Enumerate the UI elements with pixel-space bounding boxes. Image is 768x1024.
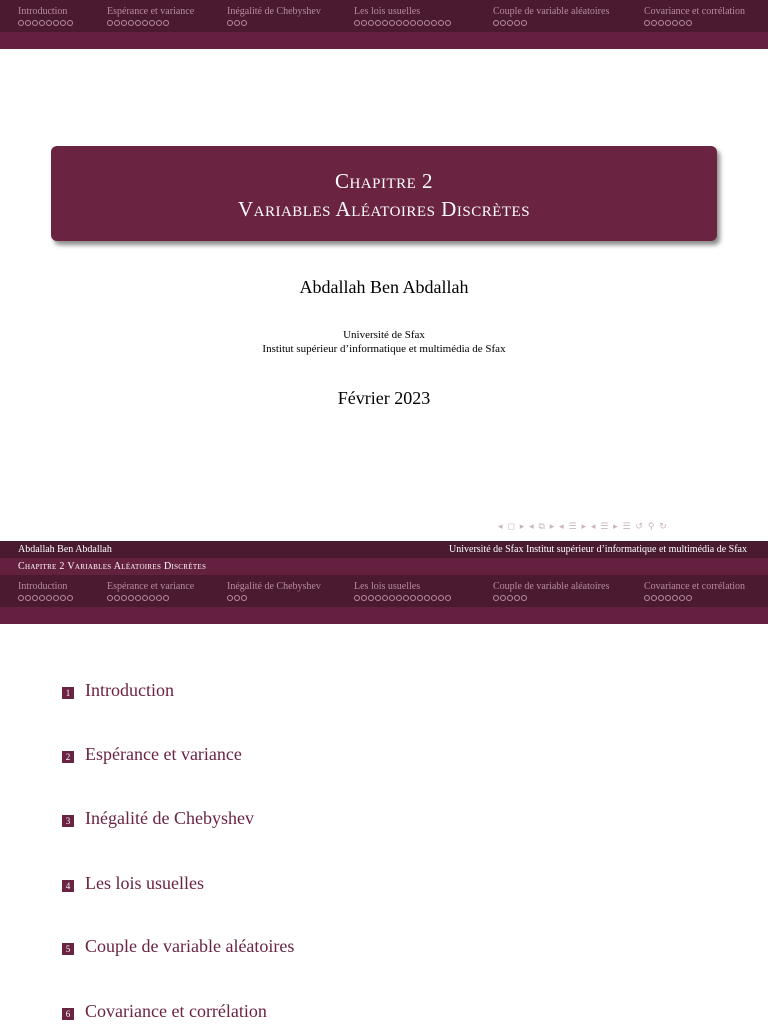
frame-dot-icon[interactable] [507,595,513,601]
nav-section-label: Espérance et variance [107,581,195,592]
beamer-navigation-icons[interactable]: ◂ ◻ ▸ ◂ ⧉ ▸ ◂ ☰ ▸ ◂ ☰ ▸ ☰ ↺ ⚲ ↻ [498,522,668,532]
frame-dot-icon[interactable] [39,595,45,601]
frame-dot-icon[interactable] [227,20,233,26]
toc-item[interactable] [62,873,204,894]
frame-dot-icon[interactable] [658,20,664,26]
nav-frame-dots [493,20,609,26]
frame-dot-icon[interactable] [389,20,395,26]
frame-dot-icon[interactable] [651,20,657,26]
frame-dot-icon[interactable] [163,20,169,26]
frame-dot-icon[interactable] [107,20,113,26]
nav-section[interactable] [18,6,73,26]
title-block [51,146,717,241]
frame-dot-icon[interactable] [417,20,423,26]
subsection-bar [0,32,768,49]
nav-frame-dots [354,595,451,601]
frame-dot-icon[interactable] [156,20,162,26]
chapter-subtitle: Variables Aléatoires Discrètes [237,197,531,221]
nav-section[interactable] [107,6,194,26]
frame-dot-icon[interactable] [60,595,66,601]
frame-dot-icon[interactable] [18,595,24,601]
frame-dot-icon[interactable] [227,595,233,601]
frame-dot-icon[interactable] [60,20,66,26]
nav-section[interactable] [644,581,745,601]
frame-dot-icon[interactable] [424,595,430,601]
frame-dot-icon[interactable] [53,20,59,26]
nav-section[interactable] [107,581,194,601]
nav-frame-dots [107,20,194,26]
toc-label: Espérance et variance [85,744,242,764]
toc-item[interactable] [62,936,294,957]
frame-dot-icon[interactable] [507,20,513,26]
frame-dot-icon[interactable] [46,20,52,26]
frame-dot-icon[interactable] [114,20,120,26]
frame-dot-icon[interactable] [53,595,59,601]
frame-dot-icon[interactable] [403,20,409,26]
nav-section-label: Espérance et variance [107,6,195,17]
nav-section-label: Couple de variable aléatoires [493,581,610,592]
toc-label: Les lois usuelles [85,873,204,893]
frame-dot-icon[interactable] [135,20,141,26]
frame-dot-icon[interactable] [424,20,430,26]
toc-label: Inégalité de Chebyshev [85,808,254,828]
frame-dot-icon[interactable] [361,20,367,26]
frame-dot-icon[interactable] [686,20,692,26]
frame-dot-icon[interactable] [514,20,520,26]
toc-number-badge: 6 [62,1008,74,1020]
frame-dot-icon[interactable] [382,595,388,601]
frame-dot-icon[interactable] [368,595,374,601]
frame-dot-icon[interactable] [521,20,527,26]
nav-frame-dots [644,595,745,601]
frame-dot-icon[interactable] [368,20,374,26]
frame-dot-icon[interactable] [514,595,520,601]
frame-dot-icon[interactable] [445,595,451,601]
frame-dot-icon[interactable] [25,20,31,26]
frame-dot-icon[interactable] [438,595,444,601]
institute [0,328,768,356]
frame-dot-icon[interactable] [128,20,134,26]
frame-dot-icon[interactable] [354,595,360,601]
nav-frame-dots [354,20,451,26]
frame-dot-icon[interactable] [382,20,388,26]
frame-dot-icon[interactable] [686,595,692,601]
toc-number-badge: 1 [62,687,74,699]
frame-dot-icon[interactable] [417,595,423,601]
frame-dot-icon[interactable] [679,595,685,601]
chapter-title: Chapitre 2 [334,169,434,193]
frame-dot-icon[interactable] [493,595,499,601]
frame-dot-icon[interactable] [156,595,162,601]
nav-section[interactable] [227,6,321,26]
nav-section-label: Introduction [18,6,68,17]
footer [0,541,768,575]
frame-dot-icon[interactable] [241,20,247,26]
frame-dot-icon[interactable] [149,595,155,601]
footer-author-row [0,541,768,558]
toc-label: Covariance et corrélation [85,1001,267,1021]
author-name: Abdallah Ben Abdallah [299,277,469,297]
toc-number-badge: 5 [62,943,74,955]
toc-item[interactable] [62,680,174,701]
frame-dot-icon[interactable] [121,595,127,601]
nav-section[interactable] [493,581,609,601]
frame-dot-icon[interactable] [658,595,664,601]
frame-dot-icon[interactable] [135,595,141,601]
frame-dot-icon[interactable] [375,20,381,26]
frame-dot-icon[interactable] [672,20,678,26]
frame-dot-icon[interactable] [665,20,671,26]
institute-school: Institut supérieur d’informatique et multimédia de Sfax [262,343,506,355]
footer-institute: Université de Sfax Institut supérieur d’informatique et multimédia de Sfax [449,544,747,555]
frame-dot-icon[interactable] [438,20,444,26]
nav-section[interactable] [354,6,451,26]
frame-dot-icon[interactable] [431,595,437,601]
frame-dot-icon[interactable] [241,595,247,601]
nav-section[interactable] [18,581,73,601]
frame-dot-icon[interactable] [679,20,685,26]
frame-dot-icon[interactable] [114,595,120,601]
frame-dot-icon[interactable] [67,20,73,26]
nav-section-label: Les lois usuelles [354,6,421,17]
frame-dot-icon[interactable] [403,595,409,601]
frame-dot-icon[interactable] [107,595,113,601]
section-navigation-bar [0,0,768,49]
nav-section-label: Inégalité de Chebyshev [227,581,321,592]
nav-section[interactable] [227,581,321,601]
frame-dot-icon[interactable] [410,20,416,26]
footer-title-row [0,558,768,575]
toc-number-badge: 3 [62,815,74,827]
nav-section-label: Inégalité de Chebyshev [227,6,321,17]
toc-item[interactable] [62,1001,267,1022]
nav-section-label: Couple de variable aléatoires [493,6,610,17]
frame-dot-icon[interactable] [18,20,24,26]
nav-frame-dots [18,20,73,26]
frame-dot-icon[interactable] [521,595,527,601]
toc-label: Introduction [85,680,174,700]
frame-dot-icon[interactable] [500,595,506,601]
nav-section[interactable] [493,6,609,26]
nav-frame-dots [227,20,321,26]
nav-frame-dots [493,595,609,601]
toc-number-badge: 2 [62,751,74,763]
nav-section-label: Introduction [18,581,68,592]
frame-dot-icon[interactable] [672,595,678,601]
frame-dot-icon[interactable] [121,20,127,26]
frame-dot-icon[interactable] [46,595,52,601]
nav-frame-dots [644,20,745,26]
frame-dot-icon[interactable] [375,595,381,601]
presentation-date: Février 2023 [337,388,431,408]
frame-dot-icon[interactable] [396,20,402,26]
frame-dot-icon[interactable] [445,20,451,26]
nav-section[interactable] [644,6,745,26]
frame-dot-icon[interactable] [500,20,506,26]
nav-section[interactable] [354,581,451,601]
frame-dot-icon[interactable] [142,20,148,26]
frame-dot-icon[interactable] [493,20,499,26]
frame-dot-icon[interactable] [651,595,657,601]
toc-item[interactable] [62,744,242,765]
frame-dot-icon[interactable] [39,20,45,26]
nav-frame-dots [18,595,73,601]
footer-author: Abdallah Ben Abdallah [18,544,112,555]
frame-dot-icon[interactable] [128,595,134,601]
frame-dot-icon[interactable] [234,20,240,26]
nav-frame-dots [227,595,321,601]
frame-dot-icon[interactable] [149,20,155,26]
nav-section-label: Covariance et corrélation [644,6,746,17]
subsection-bar [0,607,768,624]
institute-university: Université de Sfax [343,329,425,341]
frame-dot-icon[interactable] [410,595,416,601]
frame-dot-icon[interactable] [25,595,31,601]
frame-dot-icon[interactable] [389,595,395,601]
outline-slide [0,575,768,1024]
frame-dot-icon[interactable] [234,595,240,601]
frame-dot-icon[interactable] [396,595,402,601]
frame-dot-icon[interactable] [665,595,671,601]
footer-title: Chapitre 2 Variables Aléatoires Discrètes [18,561,207,572]
nav-section-label: Les lois usuelles [354,581,421,592]
section-navigation-bar [0,575,768,624]
frame-dot-icon[interactable] [32,595,38,601]
nav-frame-dots [107,595,194,601]
frame-dot-icon[interactable] [361,595,367,601]
frame-dot-icon[interactable] [431,20,437,26]
frame-dot-icon[interactable] [142,595,148,601]
frame-dot-icon[interactable] [644,20,650,26]
toc-label: Couple de variable aléatoires [85,936,295,956]
frame-dot-icon[interactable] [354,20,360,26]
frame-dot-icon[interactable] [163,595,169,601]
nav-section-label: Covariance et corrélation [644,581,746,592]
toc-number-badge: 4 [62,880,74,892]
frame-dot-icon[interactable] [32,20,38,26]
frame-dot-icon[interactable] [67,595,73,601]
toc-item[interactable] [62,808,254,829]
frame-dot-icon[interactable] [644,595,650,601]
